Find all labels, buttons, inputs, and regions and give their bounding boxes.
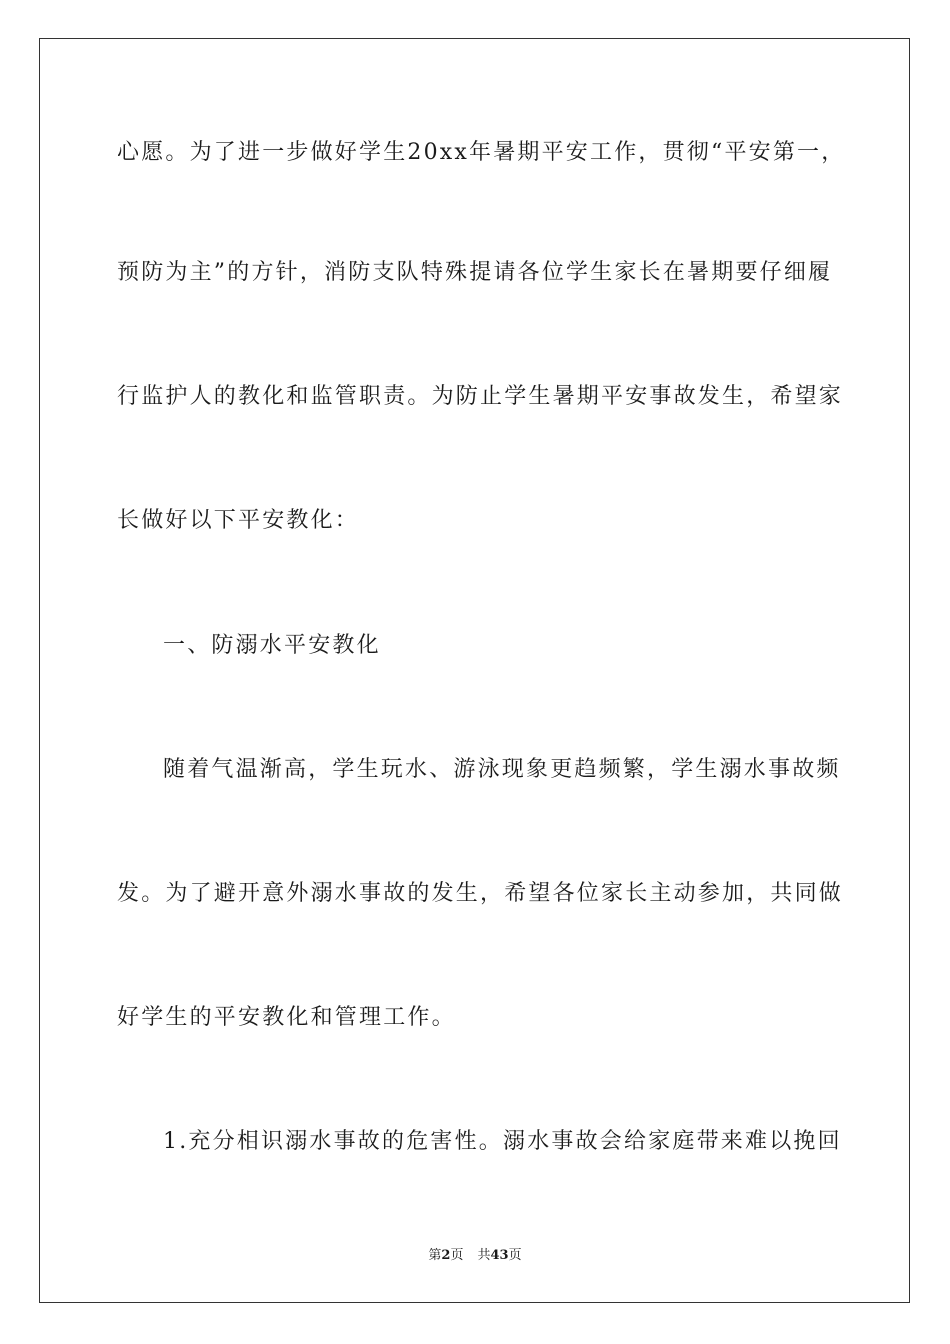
section-heading: 一、防溺水平安教化 — [163, 633, 381, 658]
total-prefix: 共 — [477, 1248, 491, 1263]
page-footer — [0, 1247, 950, 1265]
page-prefix: 第 — [428, 1248, 442, 1263]
paragraph-line: 好学生的平安教化和管理工作。 — [117, 1005, 456, 1030]
paragraph-line: 长做好以下平安教化： — [117, 508, 360, 533]
total-suffix: 页 — [508, 1248, 522, 1263]
page-number: 2 — [441, 1248, 451, 1263]
paragraph-line: 随着气温渐高，学生玩水、游泳现象更趋频繁，学生溺水事故频 — [163, 757, 841, 782]
paragraph-line: 预防为主”的方针，消防支队特殊提请各位学生家长在暑期要仔细履 — [117, 260, 833, 285]
total-pages: 43 — [490, 1248, 509, 1263]
page-suffix: 页 — [450, 1248, 464, 1263]
page-border — [39, 38, 910, 1303]
list-item: 1.充分相识溺水事故的危害性。溺水事故会给家庭带来难以挽回 — [163, 1129, 842, 1154]
paragraph-line: 行监护人的教化和监管职责。为防止学生暑期平安事故发生，希望家 — [117, 384, 844, 409]
paragraph-line: 发。为了避开意外溺水事故的发生，希望各位家长主动参加，共同做 — [117, 881, 844, 906]
paragraph-line: 心愿。为了进一步做好学生20xx年暑期平安工作，贯彻“平安第一， — [117, 140, 846, 165]
